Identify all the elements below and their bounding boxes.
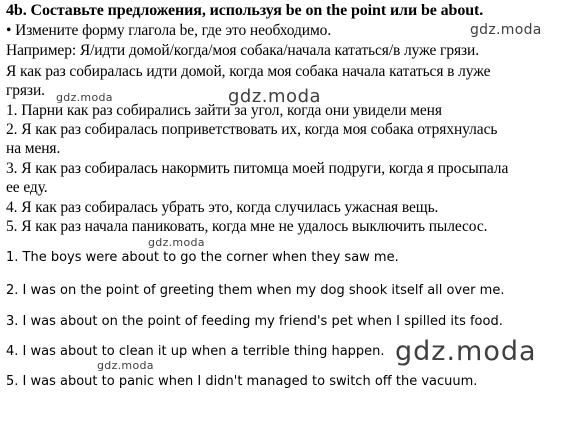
english-answer-5: 5. I was about to panic when I didn't managed to switch off the vacuum.	[6, 374, 478, 389]
russian-sentence-2-continued: на меня.	[6, 140, 61, 157]
watermark-bottom-small: gdz.moda	[97, 359, 154, 372]
watermark-right-large: gdz.moda	[395, 336, 537, 367]
russian-sentence-5: 5. Я как раз начала паниковать, когда мне не удалось выключить пылесос.	[6, 218, 488, 235]
russian-sentence-4: 4. Я как раз собиралась убрать это, когда случилась ужасная вещь.	[6, 199, 439, 216]
exercise-heading: 4b. Составьте предложения, используя be on the point или be about.	[6, 2, 484, 19]
english-answer-4: 4. I was about to clean it up when a terrible thing happen.	[6, 344, 385, 359]
russian-sentence-3: 3. Я как раз собиралась накормить питомца моей подруги, когда я просыпала	[6, 160, 509, 177]
watermark-left-small: gdz.moda	[56, 91, 113, 104]
example-prompt: Например: Я/идти домой/когда/моя собака/начала кататься/в луже грязи.	[6, 42, 479, 59]
watermark-center-small: gdz.moda	[148, 236, 205, 249]
watermark-center-medium: gdz.moda	[228, 86, 322, 107]
russian-sentence-3-continued: ее еду.	[6, 179, 48, 196]
english-answer-2: 2. I was on the point of greeting them when my dog shook itself all over me.	[6, 283, 505, 298]
exercise-instruction: • Измените форму глагола be, где это необходимо.	[6, 22, 332, 39]
watermark-top-right: gdz.moda	[470, 22, 542, 38]
russian-sentence-1: 1. Парни как раз собирались зайти за угол, когда они увидели меня	[6, 102, 442, 119]
english-answer-1: 1. The boys were about to go the corner when they saw me.	[6, 250, 399, 265]
russian-sentence-2: 2. Я как раз собиралась поприветствовать их, когда моя собака отряхнулась	[6, 121, 498, 138]
english-answer-3: 3. I was about on the point of feeding my friend's pet when I spilled its food.	[6, 314, 503, 329]
example-answer-line-1: Я как раз собиралась идти домой, когда моя собака начала кататься в луже	[6, 63, 491, 80]
example-answer-line-2: грязи.	[6, 82, 45, 99]
